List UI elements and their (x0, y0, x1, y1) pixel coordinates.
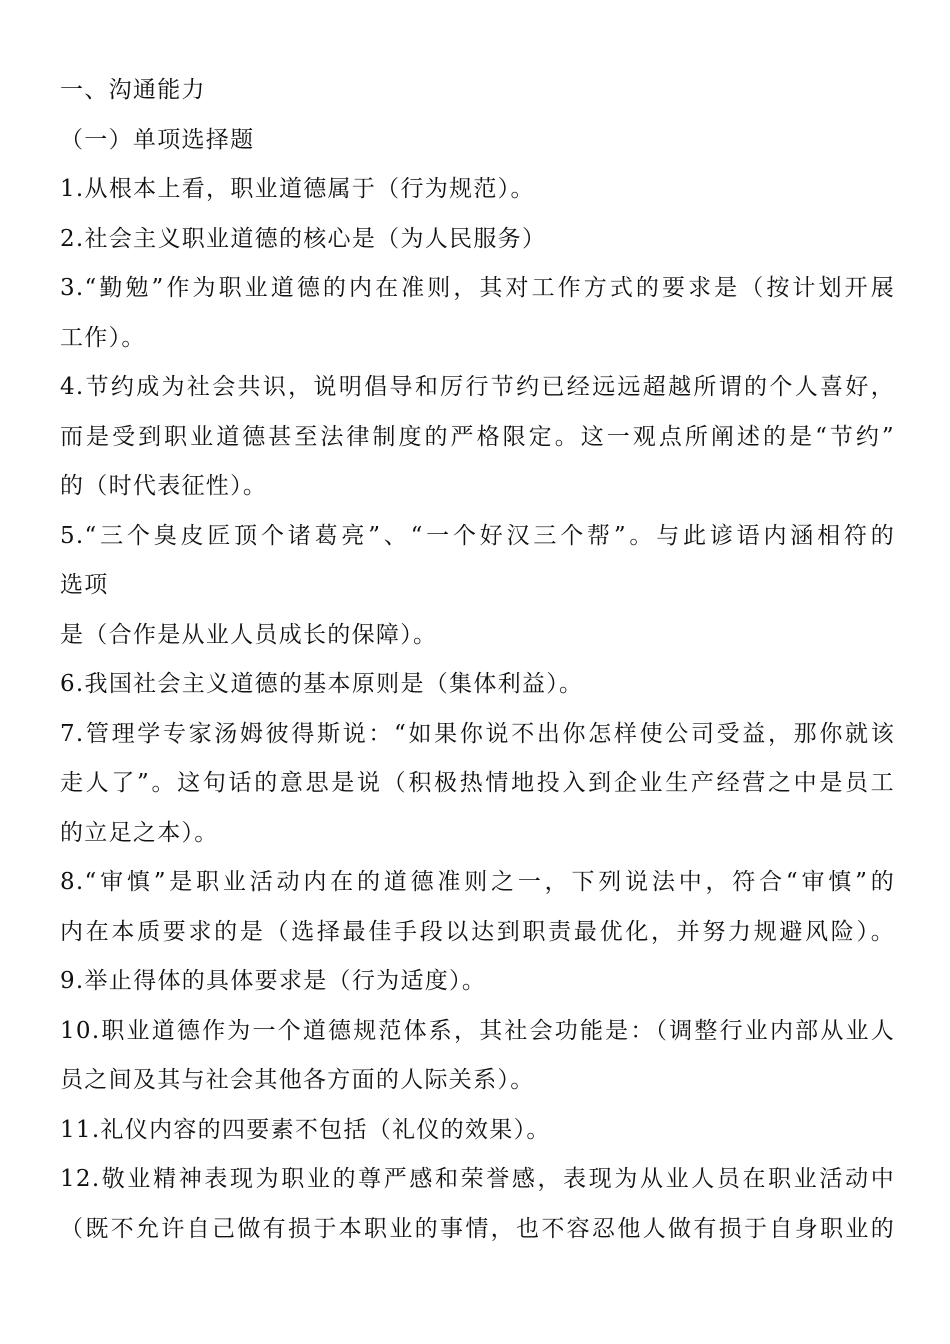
question-6: 6.我国社会主义道德的基本原则是（集体利益）。 (60, 671, 584, 697)
question-2: 2.社会主义职业道德的核心是（为人民服务） (60, 225, 547, 252)
question-4-line-1: 4.节约成为社会共识，说明倡导和厉行节约已经远远超越所谓的个人喜好， (60, 374, 895, 400)
question-12-line-1: 12.敬业精神表现为职业的尊严感和荣誉感，表现为从业人员在职业活动中 (60, 1166, 895, 1192)
question-9: 9.举止得体的具体要求是（行为适度）。 (60, 968, 487, 994)
subsection-heading: （一）单项选择题 (60, 126, 255, 153)
question-1: 1.从根本上看，职业道德属于（行为规范）。 (60, 176, 535, 202)
question-10-line-2: 员之间及其与社会其他各方面的人际关系）。 (60, 1067, 535, 1093)
question-4-line-3: 的（时代表征性）。 (60, 473, 268, 499)
question-7-line-2: 走人了”。这句话的意思是说（积极热情地投入到企业生产经营之中是员工 (60, 770, 895, 796)
question-4-line-2: 而是受到职业道德甚至法律制度的严格限定。这一观点所阐述的是“节约” (60, 423, 895, 450)
question-5-line-2: 选项 (60, 572, 109, 598)
question-12-line-2: （既不允许自己做有损于本职业的事情，也不容忍他人做有损于自身职业的 (60, 1215, 895, 1242)
question-3-line-1: 3.“勤勉”作为职业道德的内在准则，其对工作方式的要求是（按计划开展 (60, 275, 895, 301)
question-5-line-1: 5.“三个臭皮匠顶个诸葛亮”、“一个好汉三个帮”。与此谚语内涵相符的 (60, 522, 895, 549)
question-7-line-1: 7.管理学专家汤姆彼得斯说：“如果你说不出你怎样使公司受益，那你就该 (60, 720, 895, 747)
document-body (60, 66, 895, 1254)
question-5-line-3: 是（合作是从业人员成长的保障）。 (60, 621, 438, 648)
question-8-line-2: 内在本质要求的是（选择最佳手段以达到职责最优化，并努力规避风险）。 (60, 918, 895, 945)
section-heading: 一、沟通能力 (60, 77, 206, 103)
question-7-line-3: 的立足之本）。 (60, 819, 219, 846)
question-11: 11.礼仪内容的四要素不包括（礼仪的效果）。 (60, 1116, 551, 1143)
question-10-line-1: 10.职业道德作为一个道德规范体系，其社会功能是：（调整行业内部从业人 (60, 1017, 895, 1044)
question-8-line-1: 8.“审慎”是职业活动内在的道德准则之一，下列说法中，符合“审慎”的 (60, 869, 895, 895)
question-3-line-2: 工作）。 (60, 324, 146, 351)
